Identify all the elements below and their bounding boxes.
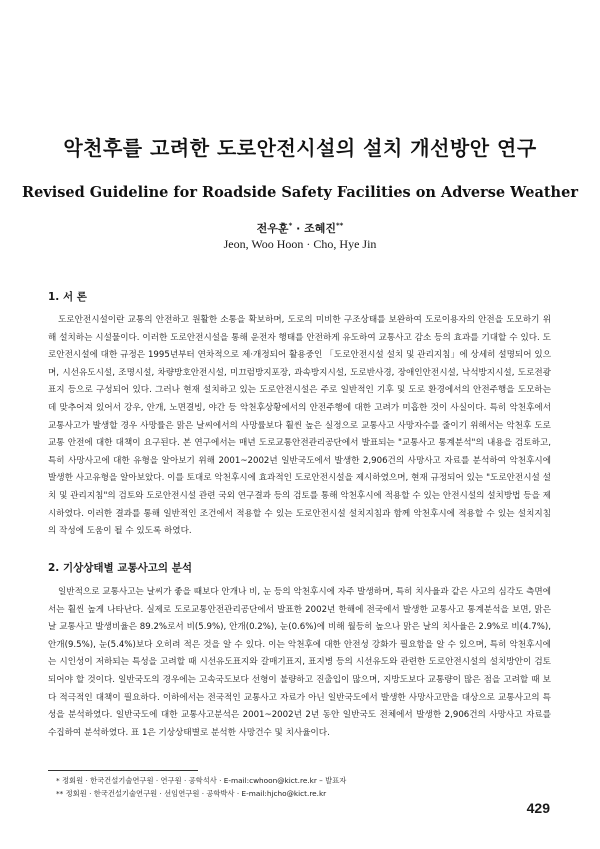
author-1-name: 전우훈 [256,222,289,235]
footnote-2-mark: ** [56,789,64,798]
footnote-1-text: 정회원 · 한국건설기술연구원 · 연구원 · 공학석사 · E-mail:cwhoon@kict.re.kr – 발표자 [61,776,347,785]
section-2-heading: 2. 기상상태별 교통사고의 분석 [48,562,192,574]
section-1-heading: 1. 서 론 [48,291,87,303]
section-2-paragraph: 일반적으로 교통사고는 날씨가 좋을 때보다 안개나 비, 눈 등의 악천후시에 자주 발생하며, 특히 치사율과 같은 사고의 심각도 측면에서는 훨씬 높게 나타난다. 실제로 도로교통안전관리공단에서 발표한 2002년 한해에 전국에서 발생한 교통사고 통계분석을 보면, 맑은날 교통사고 발생비율은 89.2%로서 비(5.9%), 안개(0.2%), 눈(0.6%)에 비해 월등히 높으나 맑은 날의 치사율은 2.9%로 비(4.7%), 안개(9.5%), 눈(5.4%)보다 오히려 적은 것을 알 수 있다. 이는 악천후에 대한 안전성 강화가 필요함을 알 수 있으며, 특히 악천후시에는 시인성이 저하되는 특성을 고려할 때 시선유도표지와 갈매기표지, 표지병 등의 시선유도와 관련한 도로안전시설의 설치방안이 검토되어야 할 것이다. 일반국도의 경우에는 고속국도보다 선형이 불량하고 진출입이 많으며, 지방도보다 교통량이 많은 점을 고려할 때 보다 적극적인 대책이 필요하다. 이하에서는 전국적인 교통사고 자료가 아닌 일반국도에서 발생한 사망사고만을 대상으로 교통사고의 특성을 분석하였다. 일반국도에 대한 교통사고분석은 2001~2002년 2년 동안 일반국도 전체에서 발생한 2,906건의 사망사고 자료를 수집하여 분석하였다. 표 1은 기상상태별로 분석한 사망건수 및 치사율이다. [48,587,551,738]
author-separator: · [296,222,301,235]
korean-authors [0,220,600,236]
english-authors: Jeon, Woo Hoon · Cho, Hye Jin [223,237,377,251]
footnote-2-text: 정회원 · 한국건설기술연구원 · 선임연구원 · 공학박사 · E-mail:hjcho@kict.re.kr [65,789,327,798]
author-1-mark: * [288,221,293,230]
author-2-name: 조혜진 [304,222,336,235]
footnote-1-mark: * [56,776,60,785]
footnote-2 [56,789,326,799]
author-2-mark: ** [336,221,344,230]
section-1-paragraph: 도로안전시설이란 교통의 안전하고 원활한 소통을 확보하며, 도로의 미비한 구조상태를 보완하여 도로이용자의 안전을 도모하기 위해 설치하는 시설물이다. 이러한 도로안전시설을 통해 운전자 행태를 안전하게 유도하여 교통사고 감소 등의 효과를 기대할 수 있다. 도로안전시설에 대한 규정은 1995년부터 연차적으로 제·개정되어 활용중인 「도로안전시설 설치 및 관리지침」에 상세히 설명되어 있으며, 시선유도시설, 조명시설, 차량방호안전시설, 미끄럼방지포장, 과속방지시설, 도로반사경, 장애인안전시설, 낙석방지시설, 도로전광표지 등으로 구성되어 있다. 그러나 현재 설치하고 있는 도로안전시설은 주로 일반적인 기후 및 도로 환경에서의 안전주행을 도모하는데 맞추어져 있어서 강우, 안개, 노면결빙, 야간 등 악천후상황에서의 안전주행에 대한 고려가 미흡한 것이 사실이다. 특히 악천후에서 교통사고가 발생할 경우 사망률은 맑은 날씨에서의 사망률보다 훨씬 높은 실정으로 교통사고 사망자수를 줄이기 위해서는 악천후 도로교통 안전에 대한 대책이 요구된다. 본 연구에서는 매년 도로교통안전관리공단에서 발표되는 "교통사고 통계분석"의 내용을 검토하고, 특히 사망사고에 대한 유형을 알아보기 위해 2001~2002년 일반국도에서 발생한 2,906건의 사망사고 자료를 분석하여 악천후시에 발생한 사고유형을 알아보았다. 이를 토대로 악천후시에 효과적인 도로안전시설을 제시하였으며, 현재 규정되어 있는 "도로안전시설 설치 및 관리지침"의 검토와 도로안전시설 관련 국외 연구결과 등의 검토를 통해 악천후시에 적용할 수 있는 안전시설의 설치방법 등을 제시하였다. 이러한 결과를 통해 일반적인 조건에서 적용할 수 있는 도로안전시설 설치지침과 함께 악천후시에 적용할 수 있는 설치지침의 작성에 도움이 될 수 있도록 하였다. [48,315,551,537]
footnote-1 [56,776,346,786]
english-title: Revised Guideline for Roadside Safety Facilities on Adverse Weather [22,184,578,201]
footnote-divider [48,770,198,771]
korean-title: 악천후를 고려한 도로안전시설의 설치 개선방안 연구 [63,136,537,160]
page-number: 429 [526,800,550,816]
